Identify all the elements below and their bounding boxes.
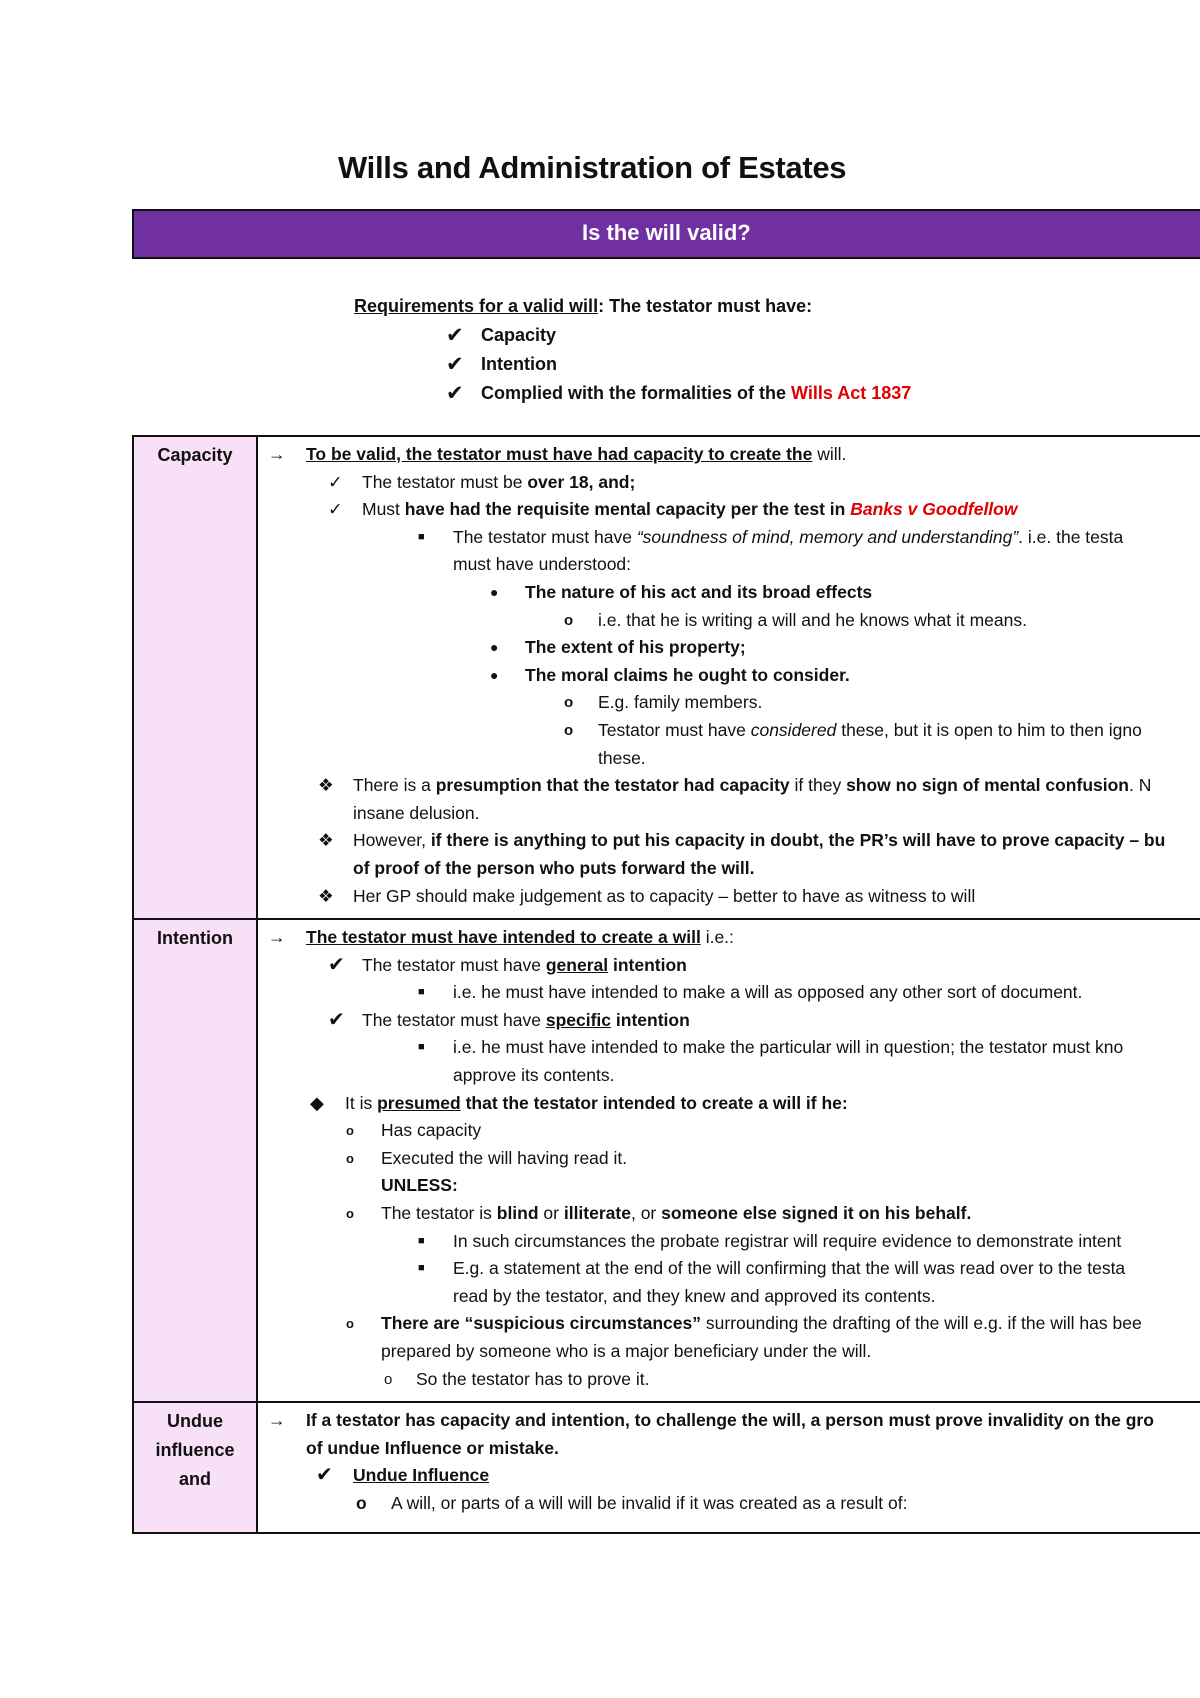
undue-influence-content: → If a testator has capacity and intention, to challenge the will, a person must prove invalidity on the gro of undue Influence or mistake. ✔ Undue Influence o A will, or parts of a will will be invalid if it was created as a result of: — [257, 1402, 1200, 1532]
square-bullet-icon: ■ — [418, 986, 425, 999]
dot-bullet-icon: ● — [490, 639, 499, 656]
square-bullet-icon: ■ — [418, 1041, 425, 1054]
capacity-row — [133, 436, 1200, 919]
row-label-intention: Intention — [133, 919, 257, 1402]
requirements-label: Requirements for a valid will — [354, 296, 599, 316]
requirement-item: ✔ Complied with the formalities of the Wills Act 1837 — [354, 379, 911, 408]
check-icon: ✔ — [446, 382, 464, 405]
circle-bullet-icon: o — [346, 1150, 354, 1166]
dot-bullet-icon: ● — [490, 666, 499, 683]
banner-text: Is the will valid? — [582, 220, 751, 245]
diamond-bullet-icon: ❖ — [318, 885, 334, 906]
check-icon: ✔ — [328, 1008, 345, 1031]
square-bullet-icon: ■ — [418, 1262, 425, 1275]
requirements-block — [354, 292, 911, 408]
row-label-capacity: Capacity — [133, 436, 257, 919]
square-bullet-icon: ■ — [418, 530, 425, 543]
intention-row — [133, 919, 1200, 1402]
notes-table — [132, 435, 1200, 1534]
row-label-undue-influence: Undue influence and — [133, 1402, 257, 1532]
check-icon: ✔ — [446, 324, 464, 347]
circle-bullet-icon: o — [356, 1492, 367, 1513]
requirement-item: ✔ Capacity — [354, 321, 911, 350]
arrow-icon: → — [268, 1410, 286, 1431]
square-bullet-icon: ■ — [418, 1234, 425, 1247]
circle-bullet-icon: o — [564, 694, 574, 712]
circle-bullet-icon: o — [564, 611, 574, 629]
circle-bullet-icon: o — [564, 721, 574, 739]
case-reference: Banks v Goodfellow — [850, 499, 1018, 520]
intention-content: → The testator must have intended to create a will i.e.: ✔ The testator must have general intention ■ i.e. he must have intended to make a will as opposed any other sort of document. ✔ The testator must have specific intention ■ i.e. he must have intended to make the particular will in question; the testator must kno approve its contents. ◆ It is presumed that the testator intended to create a will if he: o Has capacity o Executed the will having read it. UNLESS: o The testator is blind or illiterate, or someone else signed it on his behalf. ■ In such circumstances the probate registrar will require evidence to demonstrate intent ■ E.g. a statement at the end of the will confirming that the will was read over to the testa read by the testator, and they knew and approved its contents. o There are “suspicious circumstances” surrounding the drafting of the will e.g. if the will has bee prepared by someone who is a major beneficiary under the will. o So the testator has to prove it. — [257, 919, 1200, 1402]
page-title: Wills and Administration of Estates — [338, 150, 847, 185]
check-icon: ✓ — [328, 471, 343, 492]
diamond-bullet-icon: ◆ — [310, 1092, 324, 1113]
check-icon: ✔ — [316, 1464, 333, 1487]
requirement-item: ✔ Intention — [354, 350, 911, 379]
arrow-icon: → — [268, 927, 286, 948]
circle-bullet-icon: o — [346, 1316, 354, 1332]
circle-bullet-icon: o — [346, 1206, 354, 1222]
arrow-icon: → — [268, 444, 286, 464]
check-icon: ✓ — [328, 499, 343, 520]
requirements-after: : The testator must have: — [598, 296, 813, 316]
undue-influence-row — [133, 1402, 1200, 1532]
dot-bullet-icon: ● — [490, 583, 499, 600]
diamond-bullet-icon: ❖ — [318, 830, 334, 851]
capacity-content: → To be valid, the testator must have had capacity to create the will. ✓ The testator must be over 18, and; ✓ Must have had the requisite mental capacity per the test in Banks v Goodfellow ■ The testator must have “soundness of mind, memory and understanding”. i.e. the testa must have understood: ● The nature of his act and its broad effects o i.e. that he is writing a will and he knows what it means. ● The extent of his property; ● The moral claims he ought to consider. o E.g. family members. o Testator must have considered these, but it is open to him to then igno these. ❖ There is a presumption that the testator had capacity if they show no sign of mental confusion. N insane delusion. ❖ However, if there is anything to put his capacity in doubt, the PR’s will have to prove capacity – bu of proof of the person who puts forward the will. ❖ Her GP should make judgement as to capacity – better to have as witness to will — [257, 436, 1200, 919]
diamond-bullet-icon: ❖ — [318, 775, 334, 796]
wills-act-reference: Wills Act 1837 — [791, 383, 912, 403]
circle-bullet-icon: o — [346, 1123, 354, 1139]
section-banner — [132, 209, 1200, 259]
circle-bullet-icon: o — [384, 1370, 393, 1388]
check-icon: ✔ — [446, 353, 464, 376]
check-icon: ✔ — [328, 953, 345, 976]
